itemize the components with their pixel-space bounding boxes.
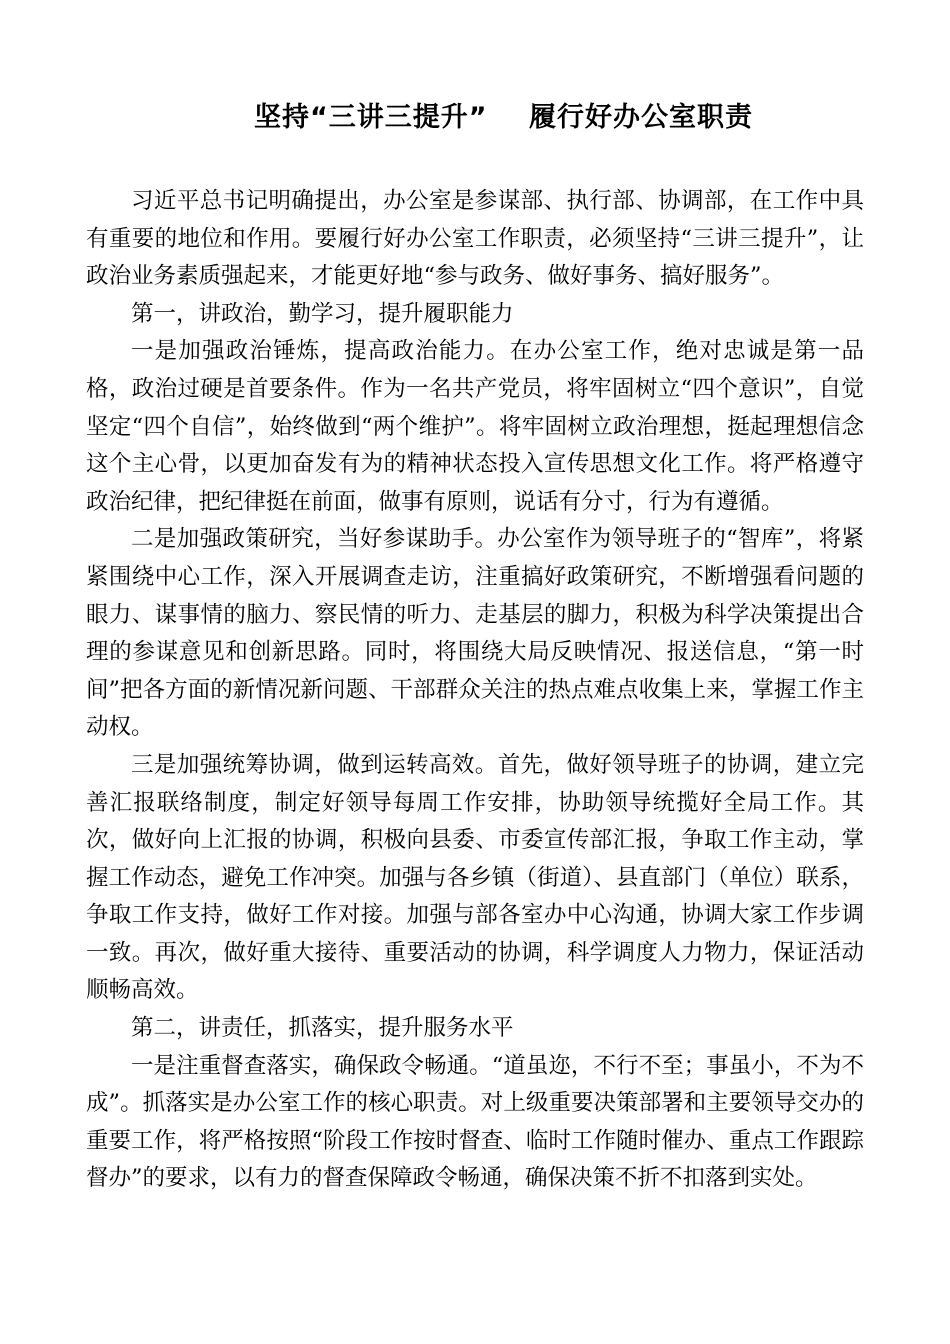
document-body <box>86 183 864 1198</box>
paragraph-1-1: 一是加强政治锤炼，提高政治能力。在办公室工作，绝对忠诚是第一品格，政治过硬是首要条件。作为一名共产党员，将牢固树立“四个意识”，自觉坚定“四个自信”，始终做到“两个维护”。将牢固树立政治理想，挺起理想信念这个主心骨，以更加奋发有为的精神状态投入宣传思想文化工作。将严格遵守政治纪律，把纪律挺在前面，做事有原则，说话有分寸，行为有遵循。 <box>86 338 864 515</box>
paragraph-2-1: 一是注重督查落实，确保政令畅通。“道虽迩，不行不至；事虽小，不为不成”。抓落实是办公室工作的核心职责。对上级重要决策部署和主要领导交办的重要工作，将严格按照“阶段工作按时督查、临时工作随时催办、重点工作跟踪督办”的要求，以有力的督查保障政令畅通，确保决策不折不扣落到实处。 <box>86 1052 864 1192</box>
document-title: 坚持“三讲三提升” 履行好办公室职责 <box>253 102 754 133</box>
paragraph-1-3: 三是加强统筹协调，做到运转高效。首先，做好领导班子的协调，建立完善汇报联络制度，制定好领导每周工作安排，协助领导统揽好全局工作。其次，做好向上汇报的协调，积极向县委、市委宣传部汇报，争取工作主动，掌握工作动态，避免工作冲突。加强与各乡镇（街道）、县直部门（单位）联系，争取工作支持，做好工作对接。加强与部各室办中心沟通，协调大家工作步调一致。再次，做好重大接待、重要活动的协调，科学调度人力物力，保证活动顺畅高效。 <box>86 751 864 1004</box>
section-heading-1: 第一，讲政治，勤学习，提升履职能力 <box>131 300 514 327</box>
paragraph-intro: 习近平总书记明确提出，办公室是参谋部、执行部、协调部，在工作中具有重要的地位和作用。要履行好办公室工作职责，必须坚持“三讲三提升”，让政治业务素质强起来，才能更好地“参与政务、做好事务、搞好服务”。 <box>86 188 864 290</box>
section-heading-2: 第二，讲责任，抓落实，提升服务水平 <box>131 1015 514 1042</box>
paragraph-1-2: 二是加强政策研究，当好参谋助手。办公室作为领导班子的“智库”，将紧紧围绕中心工作，深入开展调查走访，注重搞好政策研究，不断增强看问题的眼力、谋事情的脑力、察民情的听力、走基层的脚力，积极为科学决策提出合理的参谋意见和创新思路。同时，将围绕大局反映情况、报送信息，“第一时间”把各方面的新情况新问题、干部群众关注的热点难点收集上来，掌握工作主动权。 <box>86 526 864 741</box>
